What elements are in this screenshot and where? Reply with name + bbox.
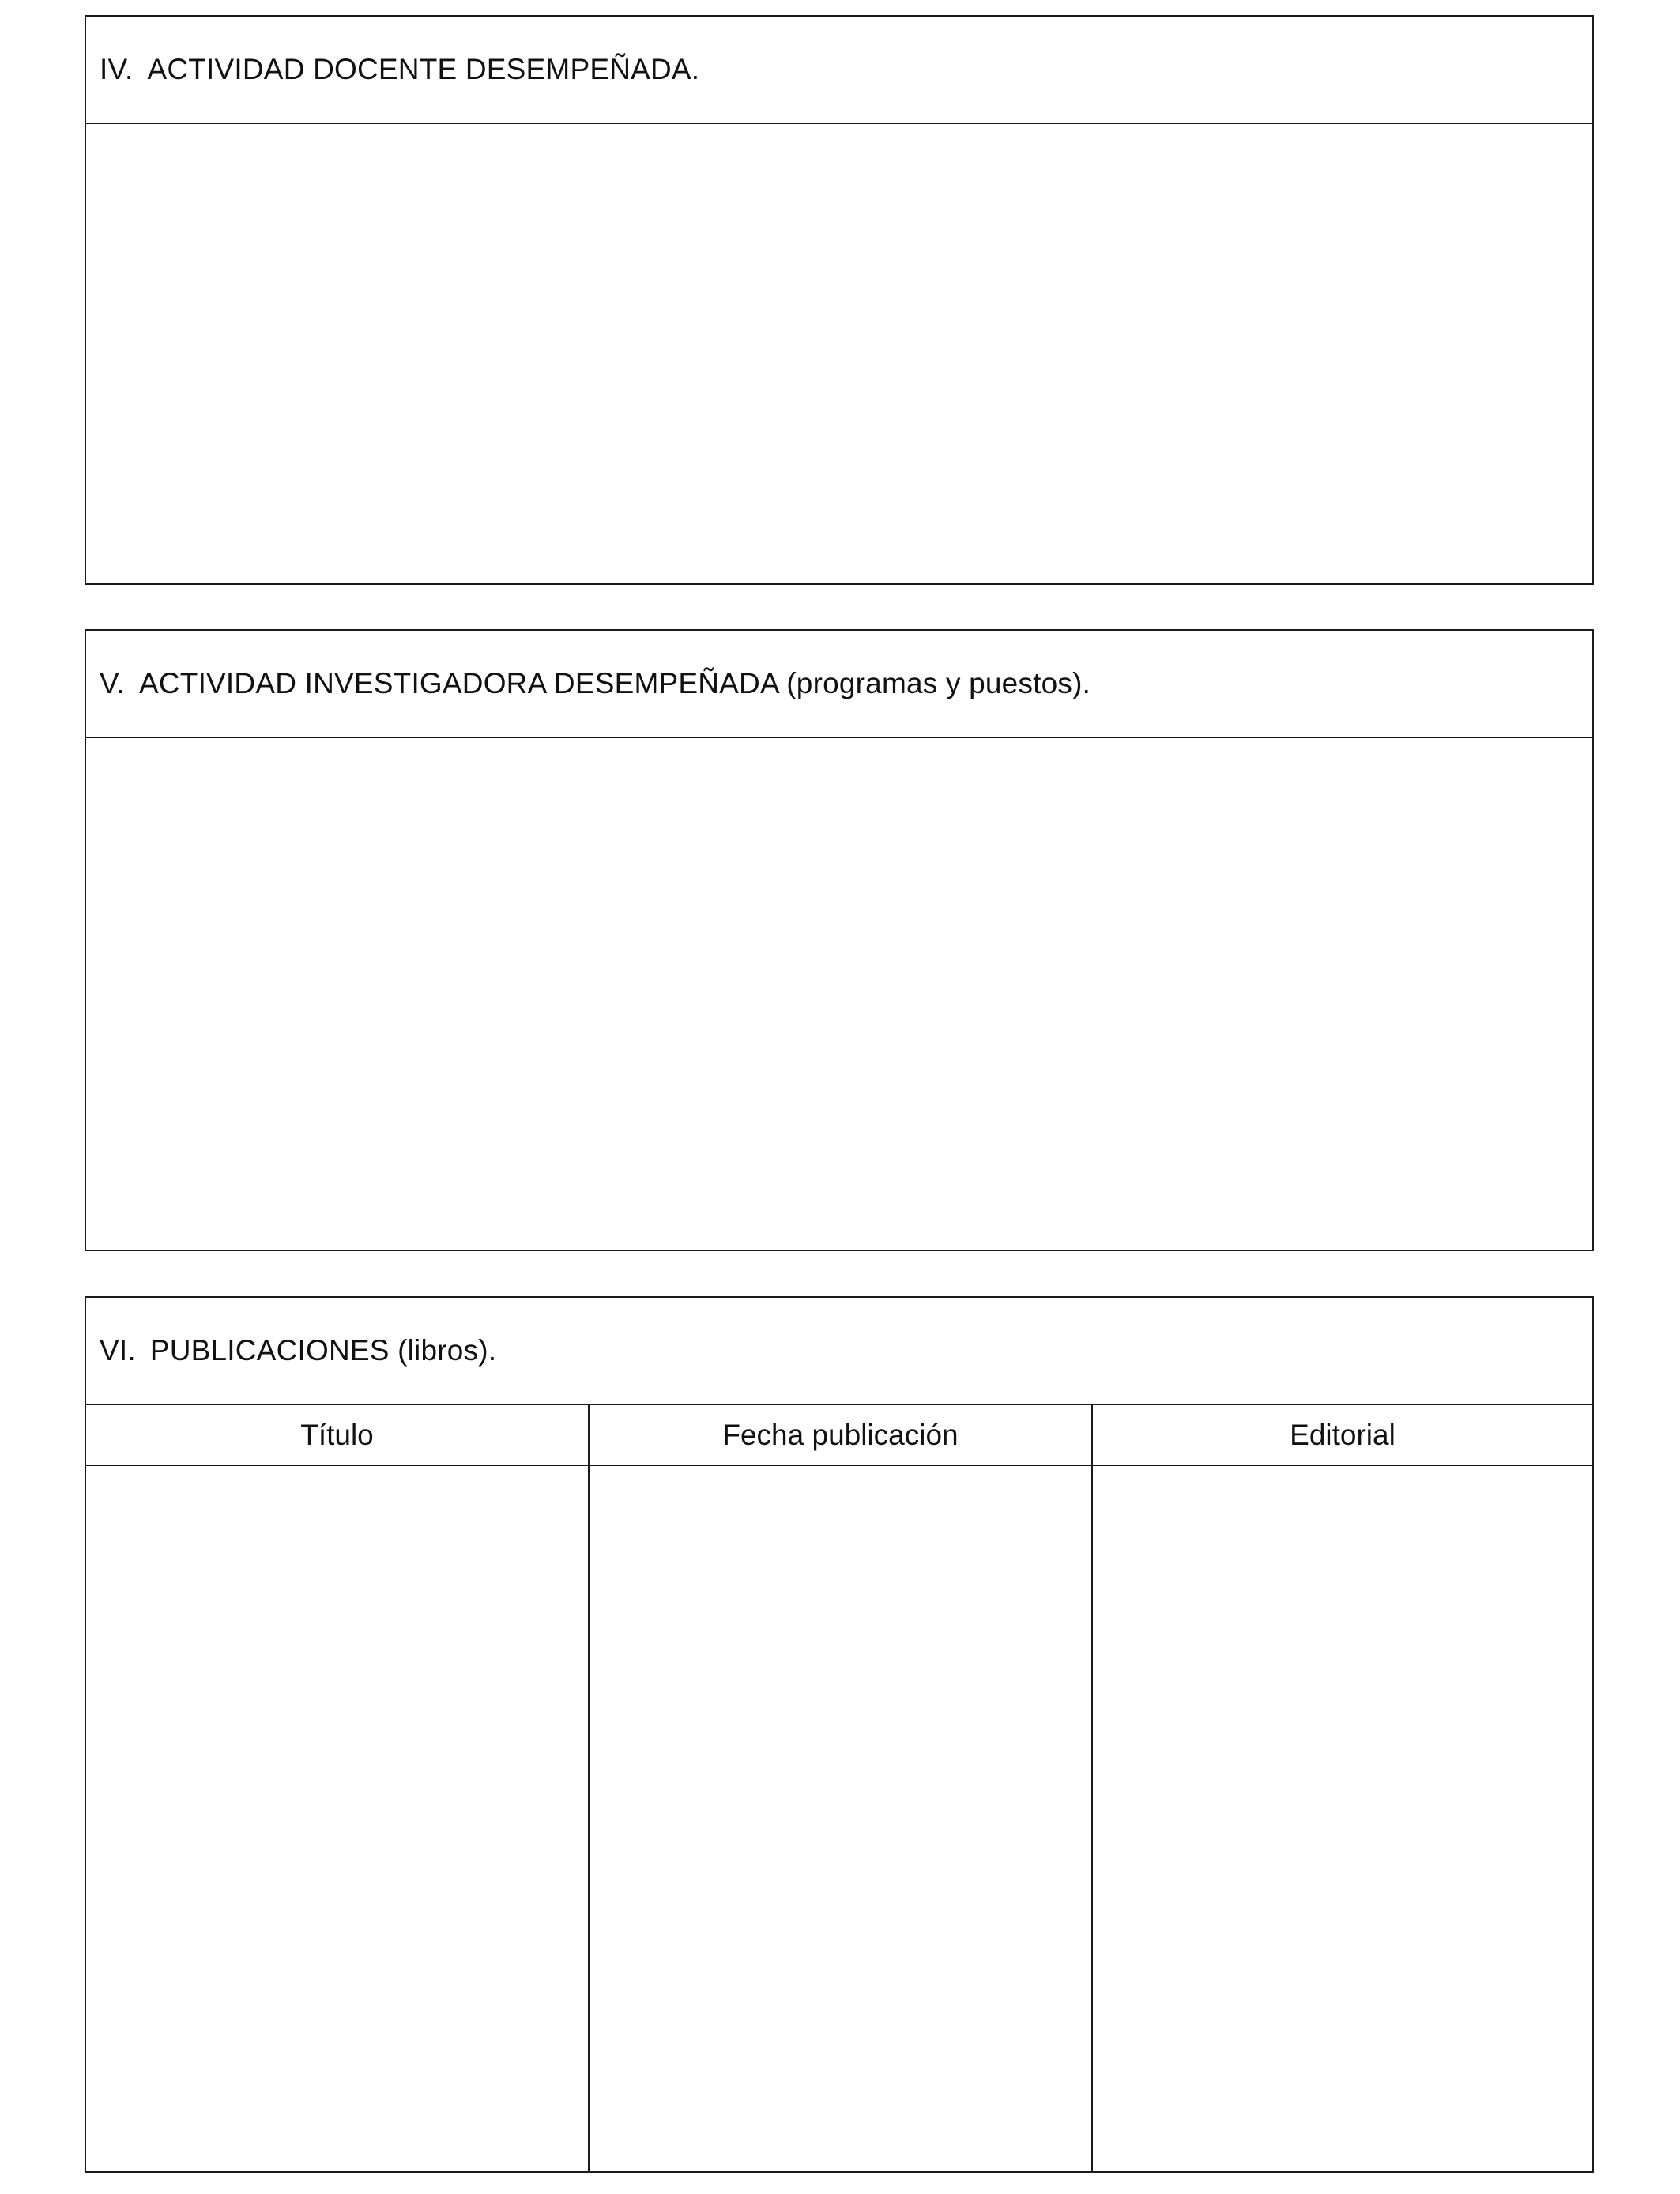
section-v-title: ACTIVIDAD INVESTIGADORA DESEMPEÑADA (programas y puestos). — [138, 667, 1091, 699]
section-iv-box — [85, 15, 1594, 585]
column-header-titulo: Título — [86, 1405, 590, 1466]
section-vi-title: PUBLICACIONES (libros). — [149, 1334, 497, 1367]
section-vi-number: VI. — [100, 1334, 136, 1367]
section-v-box — [85, 629, 1594, 1251]
publications-table — [86, 1405, 1592, 2173]
section-vi-header — [86, 1298, 1592, 1405]
section-iv-title: ACTIVIDAD DOCENTE DESEMPEÑADA. — [147, 53, 700, 85]
section-v-number: V. — [100, 667, 125, 699]
section-v-entry-area[interactable] — [86, 738, 1592, 1251]
fecha-publicacion-entry-cell[interactable] — [590, 1466, 1093, 2173]
section-v-header — [86, 631, 1592, 738]
editorial-entry-cell[interactable] — [1093, 1466, 1592, 2173]
section-iv-header — [86, 17, 1592, 124]
section-vi-box — [85, 1296, 1594, 2173]
column-header-fecha-publicacion: Fecha publicación — [590, 1405, 1093, 1466]
titulo-entry-cell[interactable] — [86, 1466, 590, 2173]
section-iv-number: IV. — [100, 53, 134, 85]
column-header-editorial: Editorial — [1093, 1405, 1592, 1466]
section-iv-entry-area[interactable] — [86, 124, 1592, 585]
